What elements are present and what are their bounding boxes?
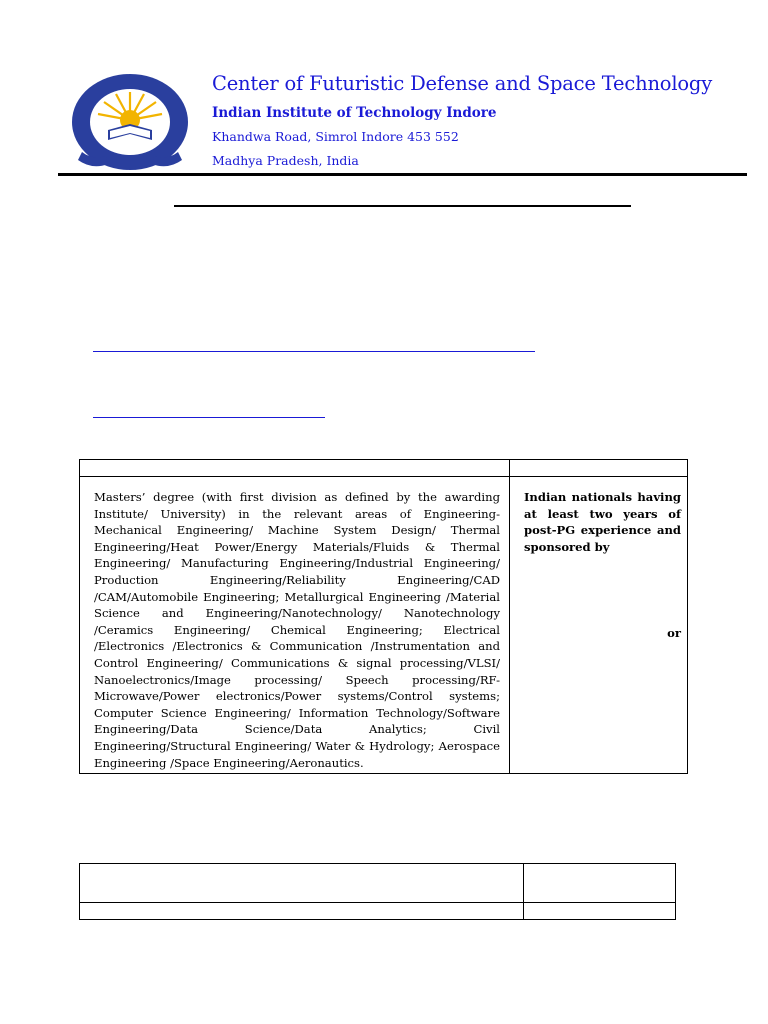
address-line-1: Khandwa Road, Simrol Indore 453 552 <box>212 129 459 144</box>
table-header-row <box>80 460 688 477</box>
header-cell-experience <box>510 460 688 477</box>
header-cell-qualification <box>80 460 510 477</box>
table-cell <box>524 903 676 920</box>
experience-cell <box>510 477 688 774</box>
header-divider <box>58 173 747 176</box>
table-row <box>80 477 688 774</box>
table-cell <box>80 903 524 920</box>
center-title: Center of Futuristic Defense and Space Technology <box>212 72 713 95</box>
table-row <box>80 903 676 920</box>
table-cell <box>524 864 676 903</box>
table-cell <box>80 864 524 903</box>
link-underline-2[interactable] <box>93 417 325 418</box>
or-label: or <box>667 626 681 640</box>
link-underline-1[interactable] <box>93 351 535 352</box>
address-line-2: Madhya Pradesh, India <box>212 153 359 168</box>
qualification-cell <box>80 477 510 774</box>
secondary-table <box>79 863 676 920</box>
institute-logo <box>70 72 190 172</box>
title-underline <box>174 205 631 207</box>
institute-name: Indian Institute of Technology Indore <box>212 105 497 121</box>
eligibility-table <box>79 459 688 774</box>
experience-text: Indian nationals having at least two years of post-PG experience and sponsored by <box>524 490 681 554</box>
qualification-text: Masters’ degree (with first division as defined by the awarding Institute/ University) in the relevant areas of Engineering- Mechanical Engineering/ Machine System Design/ Thermal Engineering/Heat Power/Energy Materials/Fluids & Thermal Engineering/ Manufacturing Engineering/Industrial Engineering/ Production Engineering/Reliability Engineering/CAD /CAM/Automobile Engineering; Metallurgical Engineering /Material Science and Engineering/Nanotechnology/ Nanotechnology /Ceramics Engineering/ Chemical Engineering; Electrical /Electronics /Electronics & Communication /Instrumentation and Control Engineering/ Communications & signal processing/VLSI/ Nanoelectronics/Image processing/ Speech processing/RF-Microwave/Power electronics/Power systems/Control systems; Computer Science Engineering/ Information Technology/Software Engineering/Data Science/Data Analytics; Civil Engineering/Structural Engineering/ Water & Hydrology; Aerospace Engineering /Space Engineering/Aeronautics. <box>94 490 500 770</box>
table-row <box>80 864 676 903</box>
